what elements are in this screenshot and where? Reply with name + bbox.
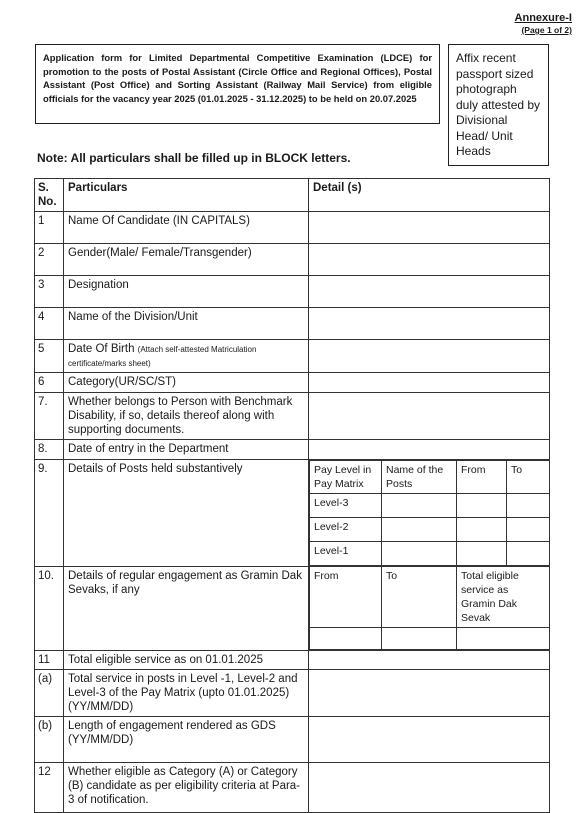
gds-engagement-subtable — [309, 566, 550, 650]
posts-held-cell — [309, 460, 550, 567]
gds-total-field[interactable] — [457, 628, 550, 650]
row-label: Name Of Candidate (IN CAPITALS) — [64, 212, 309, 244]
header-details: Detail (s) — [309, 179, 550, 212]
block-letters-note: Note: All particulars shall be filled up in BLOCK letters. — [37, 151, 351, 165]
division-field[interactable] — [309, 308, 550, 340]
header-particulars: Particulars — [64, 179, 309, 212]
to-field[interactable] — [507, 518, 550, 542]
photo-box[interactable] — [448, 44, 549, 166]
application-form-table — [34, 178, 550, 813]
row-label: Gender(Male/ Female/Transgender) — [64, 244, 309, 276]
post-name-field[interactable] — [382, 542, 457, 566]
category-field[interactable] — [309, 373, 550, 393]
gds-to-field[interactable] — [382, 628, 457, 650]
gds-from-field[interactable] — [310, 628, 382, 650]
table-row — [35, 763, 550, 813]
posts-held-subtable — [309, 460, 550, 566]
table-row — [35, 440, 550, 460]
to-field[interactable] — [507, 494, 550, 518]
table-row — [35, 717, 550, 763]
form-title: Application form for Limited Departmental Competitive Examination (LDCE) for promotion to the posts of Postal Assistant (Circle Office and Regional Offices), Postal Assistant (Post Office) and Sorting Assistant (Railway Mail Service) from eligible officials for the vacancy year 2025 (01.01.2025 - 31.12.2025) to be held on 20.07.2025 — [43, 52, 432, 104]
row-sno: 8. — [35, 440, 64, 460]
subheader-to: To — [382, 567, 457, 628]
table-header-row — [35, 179, 550, 212]
dob-field[interactable] — [309, 340, 550, 373]
table-row — [35, 651, 550, 670]
table-row — [35, 340, 550, 373]
level-label: Level-3 — [310, 494, 382, 518]
row-sno: (a) — [35, 670, 64, 717]
table-row — [35, 212, 550, 244]
subheader-from: From — [457, 461, 507, 494]
table-row — [35, 393, 550, 440]
row-sno: 2 — [35, 244, 64, 276]
gds-length-field[interactable] — [309, 717, 550, 763]
post-name-field[interactable] — [382, 518, 457, 542]
from-field[interactable] — [457, 518, 507, 542]
dob-note: (Attach self-attested Matriculation certificate/marks sheet) — [68, 345, 257, 368]
row-label: Date of entry in the Department — [64, 440, 309, 460]
to-field[interactable] — [507, 542, 550, 566]
level-label: Level-2 — [310, 518, 382, 542]
candidate-name-field[interactable] — [309, 212, 550, 244]
row-label: Designation — [64, 276, 309, 308]
subheader-total-gds-service: Total eligible service as Gramin Dak Sevak — [457, 567, 550, 628]
subheader-to: To — [507, 461, 550, 494]
annexure-label — [515, 12, 572, 35]
disability-field[interactable] — [309, 393, 550, 440]
table-row — [35, 460, 550, 567]
row-label: Details of regular engagement as Gramin Dak Sevaks, if any — [64, 566, 309, 651]
level-service-field[interactable] — [309, 670, 550, 717]
table-row — [35, 244, 550, 276]
from-field[interactable] — [457, 542, 507, 566]
eligibility-category-field[interactable] — [309, 763, 550, 813]
annexure-title: Annexure-I — [514, 12, 572, 24]
table-row — [35, 308, 550, 340]
row-label: Total service in posts in Level -1, Level-2 and Level-3 of the Pay Matrix (upto 01.01.2025) (YY/MM/DD) — [64, 670, 309, 717]
post-name-field[interactable] — [382, 494, 457, 518]
dob-label: Date Of Birth — [68, 343, 135, 355]
row-label — [64, 340, 309, 373]
header-sno: S. No. — [35, 179, 64, 212]
row-sno: 10. — [35, 566, 64, 651]
page-indicator: (Page 1 of 2) — [521, 25, 572, 35]
table-row — [35, 670, 550, 717]
table-row — [35, 566, 550, 651]
row-label: Name of the Division/Unit — [64, 308, 309, 340]
row-label: Details of Posts held substantively — [64, 460, 309, 567]
gender-field[interactable] — [309, 244, 550, 276]
row-sno: 6 — [35, 373, 64, 393]
form-title-box — [35, 44, 440, 124]
row-label: Length of engagement rendered as GDS (YY/MM/DD) — [64, 717, 309, 763]
row-sno: 1 — [35, 212, 64, 244]
row-label: Total eligible service as on 01.01.2025 — [64, 651, 309, 670]
row-sno: 7. — [35, 393, 64, 440]
level-label: Level-1 — [310, 542, 382, 566]
row-sno: 9. — [35, 460, 64, 567]
row-label: Whether eligible as Category (A) or Category (B) candidate as per eligibility criteria at Para-3 of notification. — [64, 763, 309, 813]
gds-engagement-cell — [309, 566, 550, 651]
subheader-from: From — [310, 567, 382, 628]
row-sno: 3 — [35, 276, 64, 308]
row-sno: (b) — [35, 717, 64, 763]
table-row — [35, 276, 550, 308]
entry-date-field[interactable] — [309, 440, 550, 460]
subheader-post-name: Name of the Posts — [382, 461, 457, 494]
row-sno: 11 — [35, 651, 64, 670]
row-sno: 12 — [35, 763, 64, 813]
from-field[interactable] — [457, 494, 507, 518]
row-sno: 4 — [35, 308, 64, 340]
row-sno: 5 — [35, 340, 64, 373]
table-row — [35, 373, 550, 393]
row-label: Whether belongs to Person with Benchmark Disability, if so, details thereof along with supporting documents. — [64, 393, 309, 440]
subheader-pay-level: Pay Level in Pay Matrix — [310, 461, 382, 494]
total-eligible-service-field[interactable] — [309, 651, 550, 670]
row-label: Category(UR/SC/ST) — [64, 373, 309, 393]
designation-field[interactable] — [309, 276, 550, 308]
photo-instruction: Affix recent passport sized photograph duly attested by Divisional Head/ Unit Heads — [456, 51, 541, 158]
